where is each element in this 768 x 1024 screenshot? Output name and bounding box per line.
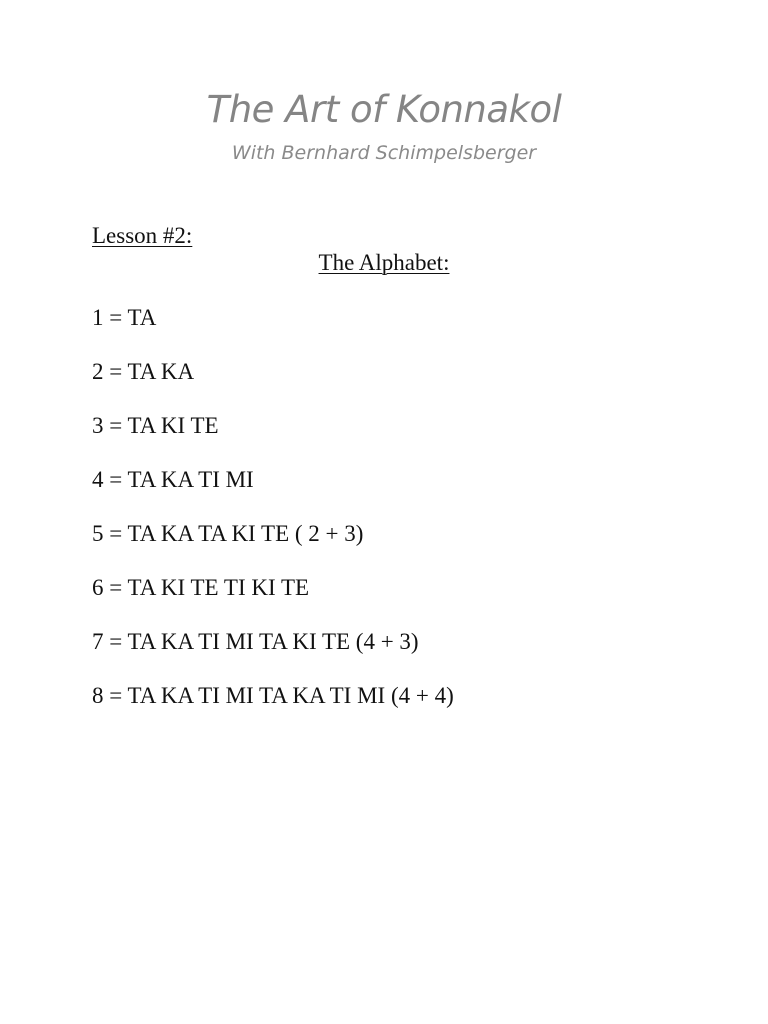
lesson-heading: Lesson #2: [92,223,193,248]
document-subtitle: With Bernhard Schimpelsberger [231,142,537,164]
alphabet-entry-8: 8 = TA KA TI MI TA KA TI MI (4 + 4) [92,683,454,708]
alphabet-entry-3: 3 = TA KI TE [92,413,219,438]
section-title: The Alphabet: [318,250,450,275]
alphabet-entry-1: 1 = TA [92,305,157,330]
alphabet-entry-4: 4 = TA KA TI MI [92,467,254,492]
alphabet-entry-5: 5 = TA KA TA KI TE ( 2 + 3) [92,521,364,546]
document-title: The Art of Konnakol [206,88,562,131]
alphabet-entry-6: 6 = TA KI TE TI KI TE [92,575,310,600]
alphabet-entry-2: 2 = TA KA [92,359,195,384]
alphabet-entry-7: 7 = TA KA TI MI TA KI TE (4 + 3) [92,629,419,654]
alphabet-list [92,304,454,736]
